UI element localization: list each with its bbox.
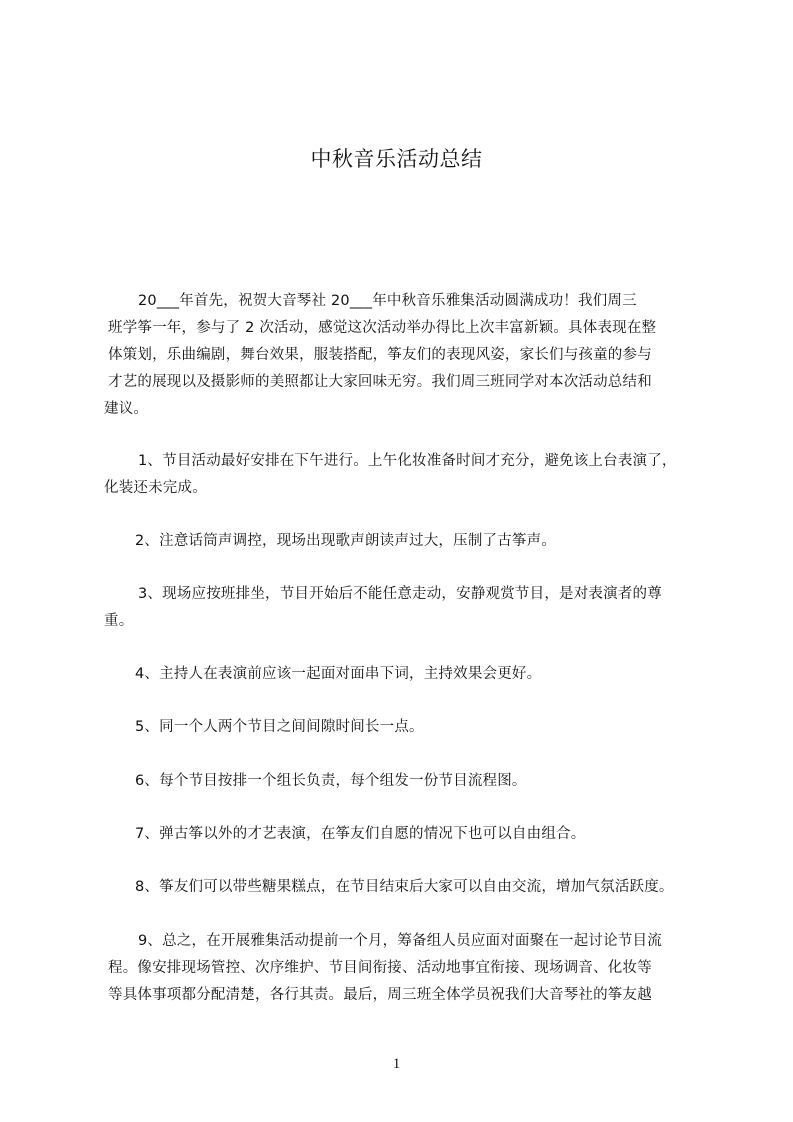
intro-line: 体策划，乐曲编剧，舞台效果，服装搭配，筝友们的表现风姿，家长们与孩童的参与 <box>108 347 652 363</box>
intro-line: 建议。 <box>104 401 149 417</box>
intro-line: 20___年首先，祝贺大音琴社 20___年中秋音乐雅集活动圆满成功！我们周三 <box>138 293 637 309</box>
list-item-line: 9、总之，在开展雅集活动提前一个月，筹备组人员应面对面聚在一起讨论节目流 <box>138 933 662 949</box>
list-item-line: 6、每个节目按排一个组长负责，每个组发一份节目流程图。 <box>135 773 527 789</box>
list-item-line: 2、注意话筒声调控，现场出现歌声朗读声过大，压制了古筝声。 <box>135 533 557 549</box>
list-item-line: 7、弹古筝以外的才艺表演，在筝友们自愿的情况下也可以自由组合。 <box>135 826 586 842</box>
page-title: 中秋音乐活动总结 <box>310 147 483 171</box>
list-item-line: 8、筝友们可以带些糖果糕点，在节目结束后大家可以自由交流，增加气氛活跃度。 <box>135 879 674 895</box>
list-item-line: 等具体事项都分配清楚，各行其责。最后，周三班全体学员祝我们大音琴社的筝友越 <box>108 987 652 1003</box>
intro-line: 班学筝一年，参与了 2 次活动，感觉这次活动举办得比上次丰富新颖。具体表现在整 <box>108 320 657 336</box>
list-item-line: 化装还未完成。 <box>104 480 207 496</box>
page-number: 1 <box>392 1056 401 1072</box>
list-item-line: 4、主持人在表演前应该一起面对面串下词，主持效果会更好。 <box>135 666 542 682</box>
list-item-line: 重。 <box>104 613 134 629</box>
list-item-line: 程。像安排现场管控、次序维护、节目间衔接、活动地事宜衔接、现场调音、化妆等 <box>108 960 652 976</box>
list-item-line: 1、节目活动最好安排在下午进行。上午化妆准备时间才充分，避免该上台表演了， <box>138 453 677 469</box>
intro-line: 才艺的展现以及摄影师的美照都让大家回味无穷。我们周三班同学对本次活动总结和 <box>108 374 652 390</box>
list-item-line: 5、同一个人两个节目之间间隙时间长一点。 <box>135 719 424 735</box>
list-item-line: 3、现场应按班排坐，节目开始后不能任意走动，安静观赏节目，是对表演者的尊 <box>138 586 662 602</box>
